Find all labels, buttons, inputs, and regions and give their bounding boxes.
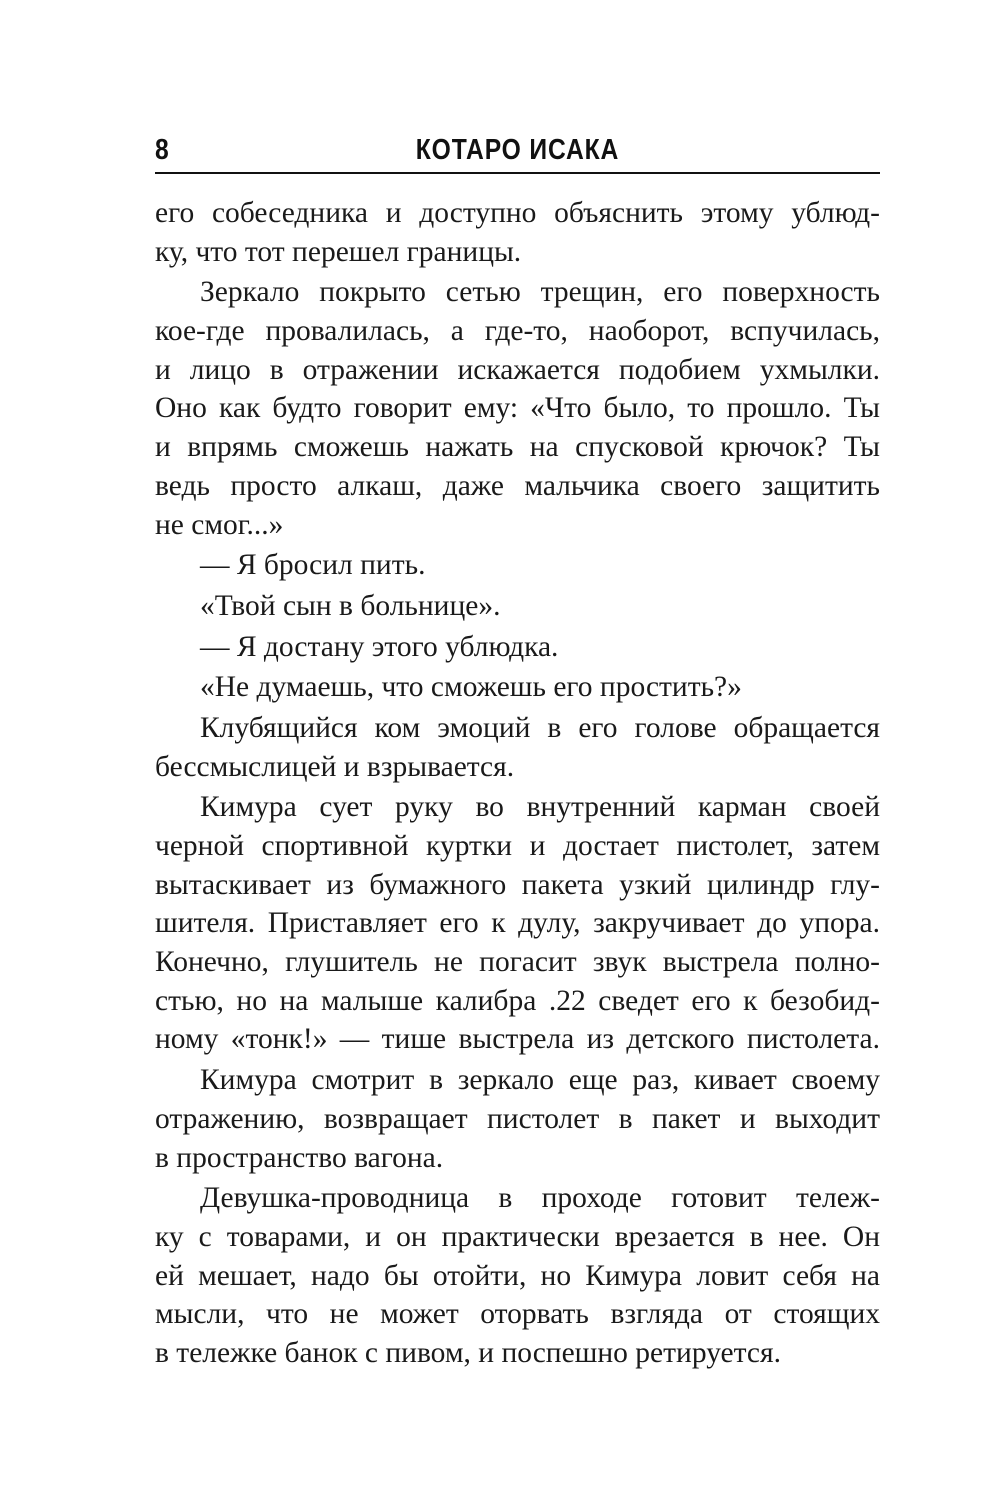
text-line: Зеркало покрыто сетью трещин, его поверхность — [200, 276, 880, 309]
text-line: «Не думаешь, что сможешь его простить?» — [200, 671, 742, 704]
text-line: Кимура смотрит в зеркало еще раз, кивает своему — [200, 1064, 880, 1097]
text-line: Кимура сует руку во внутренний карман своей — [200, 791, 880, 824]
text-line: мысли, что не может оторвать взгляда от стоящих — [155, 1298, 880, 1331]
text-line: Клубящийся ком эмоций в его голове обращается — [200, 711, 880, 744]
body-text — [155, 194, 880, 1373]
text-line: ей мешает, надо бы отойти, но Кимура ловит себя на — [155, 1259, 880, 1292]
running-title: КОТАРО ИСАКА — [415, 134, 620, 166]
text-line: Конечно, глушитель не погасит звук выстрела полно- — [155, 946, 880, 979]
text-line: — Я достану этого ублюдка. — [200, 630, 559, 663]
text-line: и впрямь сможешь нажать на спусковой крючок? Ты — [155, 431, 880, 464]
text-line: его собеседника и доступно объяснить этому ублюд- — [155, 197, 880, 229]
text-line: шителя. Приставляет его к дулу, закручивает до упора. — [155, 907, 880, 940]
text-line: вытаскивает из бумажного пакета узкий цилиндр глу- — [155, 868, 880, 901]
text-line: — Я бросил пить. — [200, 549, 426, 582]
text-line: ному «тонк!» — тише выстрела из детского пистолета. — [155, 1023, 880, 1056]
text-line: не смог...» — [155, 508, 284, 541]
page-number: 8 — [155, 134, 170, 166]
page-header — [155, 130, 880, 170]
text-line: отражению, возвращает пистолет в пакет и выходит — [155, 1102, 880, 1135]
text-line: кое-где провалилась, а где-то, наоборот, вспучилась, — [155, 315, 880, 348]
text-line: и лицо в отражении искажается подобием ухмылки. — [155, 353, 880, 386]
text-line: бессмыслицей и взрывается. — [155, 750, 515, 783]
text-line: в пространство вагона. — [155, 1141, 444, 1174]
text-line: Девушка-проводница в проходе готовит тележ- — [200, 1182, 880, 1215]
text-line: ку с товарами, и он практически врезается в нее. Он — [155, 1220, 880, 1253]
text-line: стью, но на малыше калибра .22 сведет его к безобид- — [155, 984, 880, 1017]
text-line: черной спортивной куртки и достает пистолет, затем — [155, 830, 880, 862]
text-line: Оно как будто говорит ему: «Что было, то прошло. Ты — [155, 392, 880, 425]
text-line: ведь просто алкаш, даже мальчика своего защитить — [155, 469, 880, 502]
text-line: в тележке банок с пивом, и поспешно ретируется. — [155, 1336, 781, 1369]
text-line: ку, что тот перешел границы. — [155, 235, 522, 268]
header-rule — [155, 172, 880, 174]
text-line: «Твой сын в больнице». — [200, 589, 501, 622]
